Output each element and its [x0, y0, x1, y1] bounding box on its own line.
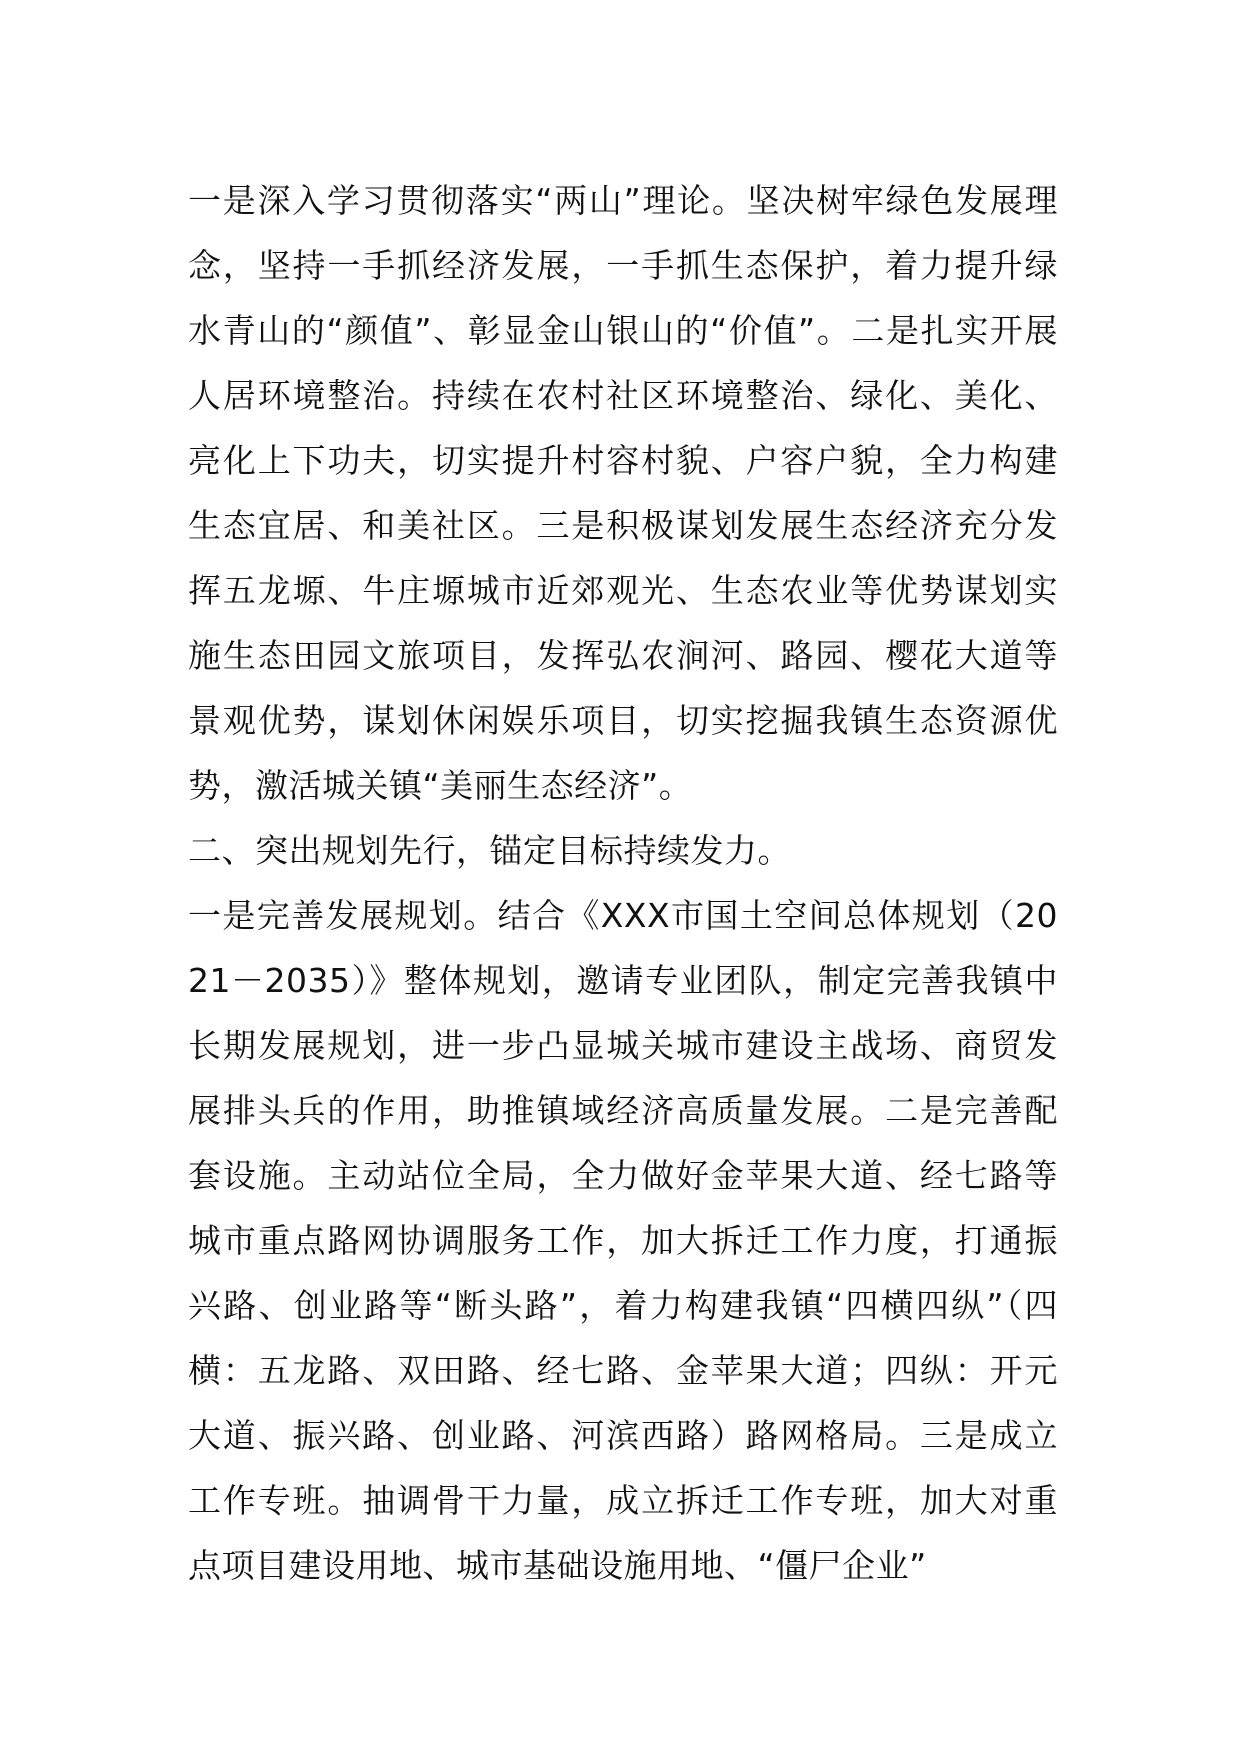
paragraph-development-planning: 一是完善发展规划。结合《XXX市国土空间总体规划（2021－2035）》整体规划，邀请专业团队，制定完善我镇中长期发展规划，进一步凸显城关城市建设主战场、商贸发展排头兵的作用，助推镇域经济高质量发展。二是完善配套设施。主动站位全局，全力做好金苹果大道、经七路等城市重点路网协调服务工作，加大拆迁工作力度，打通振兴路、创业路等“断头路”，着力构建我镇“四横四纵”（四横：五龙路、双田路、经七路、金苹果大道；四纵：开元大道、振兴路、创业路、河滨西路）路网格局。三是成立工作专班。抽调骨干力量，成立拆迁工作专班，加大对重点项目建设用地、城市基础设施用地、“僵尸企业”	[188, 896, 1058, 1585]
paragraph-two-mountains: 一是深入学习贯彻落实“两山”理论。坚决树牢绿色发展理念，坚持一手抓经济发展，一手抓生态保护，着力提升绿水青山的“颜值”、彰显金山银山的“价值”。二是扎实开展人居环境整治。持续在农村社区环境整治、绿化、美化、亮化上下功夫，切实提升村容村貌、户容户貌，全力构建生态宜居、和美社区。三是积极谋划发展生态经济充分发挥五龙塬、牛庄塬城市近郊观光、生态农业等优势谋划实施生态田园文旅项目，发挥弘农涧河、路园、樱花大道等景观优势，谋划休闲娱乐项目，切实挖掘我镇生态资源优势，激活城关镇“美丽生态经济”。	[188, 181, 1058, 805]
document-body	[188, 168, 1058, 1598]
section-heading-planning: 二、突出规划先行，锚定目标持续发力。	[188, 831, 791, 870]
